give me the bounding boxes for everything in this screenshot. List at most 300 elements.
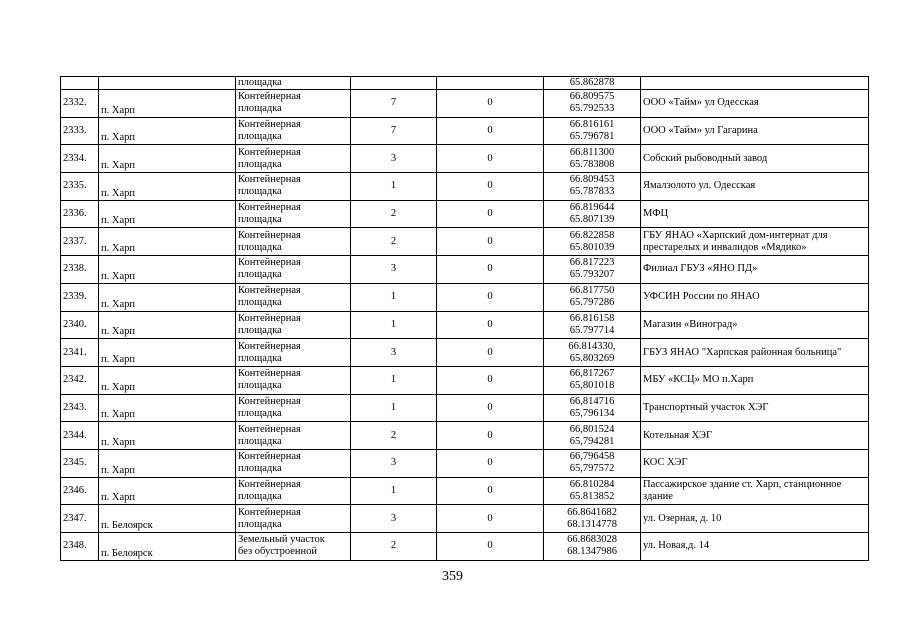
cell-place-text: п. Харп bbox=[101, 464, 135, 476]
cell-coord bbox=[544, 228, 641, 256]
cell-count bbox=[351, 449, 437, 477]
cell-num bbox=[61, 283, 99, 311]
cell-place-text: п. Харп bbox=[101, 298, 135, 310]
cell-type-text: Контейнерная bbox=[238, 506, 301, 518]
cell-zero-text: 0 bbox=[487, 291, 493, 303]
cell-place bbox=[99, 311, 236, 339]
cell-zero-text: 0 bbox=[487, 457, 493, 469]
cell-org-text: Пассажирское здание ст. Харп, станционное здание bbox=[643, 478, 842, 502]
cell-num-text: 2347. bbox=[63, 512, 87, 524]
cell-zero-text: 0 bbox=[487, 235, 493, 247]
cell-count bbox=[351, 366, 437, 394]
cell-place-text: п. Харп bbox=[101, 409, 135, 421]
cell-count bbox=[351, 173, 437, 201]
cell-place bbox=[99, 283, 236, 311]
cell-coord-text: 66.817223 bbox=[569, 257, 615, 269]
cell-count bbox=[351, 256, 437, 284]
cell-coord-text: 66.8641682 bbox=[567, 506, 617, 518]
cell-place bbox=[99, 394, 236, 422]
cell-coord-text: 66.819644 bbox=[569, 202, 615, 214]
cell-org bbox=[641, 90, 869, 118]
cell-place bbox=[99, 117, 236, 145]
cell-zero bbox=[437, 228, 544, 256]
cell-num bbox=[61, 228, 99, 256]
cell-zero-text: 0 bbox=[487, 346, 493, 358]
cell-count bbox=[351, 145, 437, 173]
cell-zero bbox=[437, 311, 544, 339]
cell-type bbox=[236, 422, 351, 450]
cell-coord bbox=[544, 533, 641, 561]
cell-num bbox=[61, 366, 99, 394]
cell-coord bbox=[544, 477, 641, 505]
cell-num-text: 2345. bbox=[63, 457, 87, 469]
table-row bbox=[61, 283, 869, 311]
cell-zero-text: 0 bbox=[487, 125, 493, 137]
table-row bbox=[61, 117, 869, 145]
cell-org-text: ГБУ ЯНАО «Харпский дом-интернат для престарелых и инвалидов «Мядико» bbox=[643, 229, 828, 253]
cell-place bbox=[99, 90, 236, 118]
cell-num bbox=[61, 77, 99, 90]
cell-coord-text: 65.797714 bbox=[569, 324, 615, 336]
cell-coord-text: 65,801018 bbox=[569, 380, 615, 392]
cell-type bbox=[236, 200, 351, 228]
cell-num bbox=[61, 533, 99, 561]
cell-type-text: Контейнерная bbox=[238, 229, 301, 241]
cell-coord-text: 66.809575 bbox=[569, 91, 615, 103]
cell-type bbox=[236, 394, 351, 422]
cell-coord bbox=[544, 256, 641, 284]
cell-type-text: Контейнерная bbox=[238, 423, 301, 435]
cell-count bbox=[351, 117, 437, 145]
cell-place-text: п. Харп bbox=[101, 160, 135, 172]
cell-count-text: 3 bbox=[390, 457, 397, 469]
cell-zero bbox=[437, 145, 544, 173]
cell-type-text: площадка bbox=[238, 324, 282, 336]
cell-org bbox=[641, 449, 869, 477]
cell-count bbox=[351, 533, 437, 561]
cell-count bbox=[351, 200, 437, 228]
cell-type-text: площадка bbox=[238, 297, 282, 309]
cell-count bbox=[351, 339, 437, 367]
cell-place-text: п. Белоярск bbox=[101, 520, 153, 531]
cell-num bbox=[61, 117, 99, 145]
cell-num bbox=[61, 339, 99, 367]
cell-org-text: УФСИН России по ЯНАО bbox=[643, 291, 760, 303]
cell-count-text: 1 bbox=[390, 318, 397, 330]
cell-zero-text: 0 bbox=[487, 263, 493, 275]
cell-zero-text: 0 bbox=[487, 374, 493, 386]
cell-coord bbox=[544, 283, 641, 311]
cell-coord-text: 66.822858 bbox=[569, 229, 615, 241]
table-row bbox=[61, 533, 869, 561]
cell-zero-text: 0 bbox=[487, 180, 493, 192]
cell-place-text: п. Харп bbox=[101, 132, 135, 144]
cell-org-text: Собский рыбоводный завод bbox=[643, 152, 768, 164]
cell-type-text: Контейнерная bbox=[238, 451, 301, 463]
cell-num bbox=[61, 477, 99, 505]
cell-coord-text: 66.8683028 bbox=[567, 534, 617, 546]
cell-zero bbox=[437, 533, 544, 561]
cell-org bbox=[641, 533, 869, 561]
cell-count-text: 2 bbox=[390, 540, 397, 552]
cell-type bbox=[236, 505, 351, 533]
cell-org bbox=[641, 311, 869, 339]
cell-coord-text: 65.797286 bbox=[569, 297, 615, 309]
cell-num bbox=[61, 311, 99, 339]
cell-num-text: 2340. bbox=[63, 318, 87, 330]
cell-num bbox=[61, 505, 99, 533]
cell-org-text: Котельная ХЭГ bbox=[643, 429, 713, 441]
cell-count-text: 7 bbox=[390, 125, 397, 137]
cell-coord-text: 66,796458 bbox=[569, 451, 615, 463]
cell-count bbox=[351, 311, 437, 339]
cell-num bbox=[61, 200, 99, 228]
cell-type-text: Контейнерная bbox=[238, 257, 301, 269]
cell-org-text: ООО «Тайм» ул Одесская bbox=[643, 97, 759, 109]
cell-place bbox=[99, 256, 236, 284]
cell-type: площадка bbox=[236, 77, 351, 90]
cell-org-text: ГБУЗ ЯНАО "Харпская районная больница" bbox=[643, 346, 842, 358]
cell-coord-text: 65.803269 bbox=[569, 352, 615, 364]
cell-coord bbox=[544, 339, 641, 367]
cell-zero bbox=[437, 283, 544, 311]
cell-zero bbox=[437, 173, 544, 201]
cell-num bbox=[61, 90, 99, 118]
cell-org bbox=[641, 173, 869, 201]
table-row bbox=[61, 339, 869, 367]
table-row bbox=[61, 422, 869, 450]
cell-place bbox=[99, 533, 236, 561]
cell-zero-text: 0 bbox=[487, 152, 493, 164]
cell-num bbox=[61, 449, 99, 477]
cell-type-text: площадка bbox=[238, 380, 282, 392]
cell-coord-text: 65.787833 bbox=[569, 186, 615, 198]
cell-count bbox=[351, 477, 437, 505]
cell-place bbox=[99, 200, 236, 228]
cell-type bbox=[236, 311, 351, 339]
table-row-continued bbox=[61, 77, 869, 90]
cell-coord bbox=[544, 394, 641, 422]
cell-type-text: Контейнерная bbox=[238, 119, 301, 131]
cell-place bbox=[99, 505, 236, 533]
table-row bbox=[61, 145, 869, 173]
cell-type-text: Земельный участок bbox=[238, 534, 325, 546]
cell-count-text: 3 bbox=[390, 346, 397, 358]
cell-coord-text: 68.1314778 bbox=[567, 518, 617, 530]
table-row bbox=[61, 394, 869, 422]
cell-type-text: площадка bbox=[238, 186, 282, 198]
cell-place-text: п. Харп bbox=[101, 270, 135, 282]
cell-count bbox=[351, 505, 437, 533]
data-table bbox=[60, 76, 869, 561]
cell-place bbox=[99, 77, 236, 90]
cell-zero bbox=[437, 477, 544, 505]
cell-type-text: Контейнерная bbox=[238, 340, 301, 352]
cell-type-text: Контейнерная bbox=[238, 478, 301, 490]
table-row bbox=[61, 477, 869, 505]
cell-type bbox=[236, 283, 351, 311]
cell-zero-text: 0 bbox=[487, 484, 493, 496]
cell-org-text: Магазин «Виноград» bbox=[643, 318, 738, 330]
cell-place-text: п. Харп bbox=[101, 243, 135, 255]
cell-place bbox=[99, 228, 236, 256]
cell-type bbox=[236, 173, 351, 201]
cell-coord-text: 66,801524 bbox=[569, 423, 615, 435]
table-row bbox=[61, 173, 869, 201]
cell-org bbox=[641, 394, 869, 422]
table-row bbox=[61, 366, 869, 394]
cell-type-text: Контейнерная bbox=[238, 312, 301, 324]
cell-num bbox=[61, 422, 99, 450]
cell-org bbox=[641, 256, 869, 284]
cell-count bbox=[351, 394, 437, 422]
cell-type bbox=[236, 477, 351, 505]
cell-type bbox=[236, 90, 351, 118]
cell-count bbox=[351, 77, 437, 90]
cell-type bbox=[236, 145, 351, 173]
cell-count-text: 1 bbox=[390, 180, 397, 192]
cell-place-text: п. Харп bbox=[101, 381, 135, 393]
cell-zero bbox=[437, 366, 544, 394]
cell-type-text: площадка bbox=[238, 407, 282, 419]
cell-org bbox=[641, 117, 869, 145]
cell-org-text: Транспортный участок ХЭГ bbox=[643, 401, 769, 413]
cell-org-text: МБУ «КСЦ» МО п.Харп bbox=[643, 374, 754, 386]
cell-zero bbox=[437, 394, 544, 422]
cell-zero bbox=[437, 339, 544, 367]
cell-count bbox=[351, 90, 437, 118]
cell-coord bbox=[544, 449, 641, 477]
cell-num bbox=[61, 394, 99, 422]
cell-org-text: ул. Озерная, д. 10 bbox=[643, 512, 722, 524]
cell-num bbox=[61, 173, 99, 201]
cell-place bbox=[99, 422, 236, 450]
cell-num-text: 2334. bbox=[63, 152, 87, 164]
cell-place-text: п. Харп bbox=[101, 492, 135, 504]
cell-type bbox=[236, 117, 351, 145]
cell-type-text: без обустроенной bbox=[238, 546, 317, 558]
cell-coord-text: 65.793207 bbox=[569, 269, 615, 281]
cell-coord-text: 65.801039 bbox=[569, 241, 615, 253]
cell-type bbox=[236, 533, 351, 561]
cell-zero bbox=[437, 200, 544, 228]
cell-count-text: 3 bbox=[390, 512, 397, 524]
cell-count-text: 3 bbox=[390, 152, 397, 164]
cell-type bbox=[236, 228, 351, 256]
cell-coord-text: 66.816161 bbox=[569, 119, 615, 131]
cell-count-text: 1 bbox=[390, 374, 397, 386]
cell-org-text: ул. Новая,д. 14 bbox=[643, 540, 710, 552]
cell-org-text: КОС ХЭГ bbox=[643, 457, 688, 469]
table-row bbox=[61, 449, 869, 477]
cell-type-text: Контейнерная bbox=[238, 285, 301, 297]
cell-coord-text: 65,796134 bbox=[569, 407, 615, 419]
cell-coord bbox=[544, 117, 641, 145]
cell-coord bbox=[544, 173, 641, 201]
cell-num-text: 2339. bbox=[63, 291, 87, 303]
cell-coord-text: 65.783808 bbox=[569, 158, 615, 170]
cell-type bbox=[236, 449, 351, 477]
cell-zero-text: 0 bbox=[487, 540, 493, 552]
cell-org bbox=[641, 228, 869, 256]
cell-place bbox=[99, 145, 236, 173]
cell-zero bbox=[437, 77, 544, 90]
cell-type-text: площадка bbox=[238, 518, 282, 530]
cell-num-text: 2336. bbox=[63, 208, 87, 220]
cell-coord-text: 65.807139 bbox=[569, 214, 615, 226]
cell-zero bbox=[437, 117, 544, 145]
cell-place-text: п. Харп bbox=[101, 353, 135, 365]
cell-type-text: Контейнерная bbox=[238, 368, 301, 380]
cell-coord-text: 66,817267 bbox=[569, 368, 615, 380]
table-body bbox=[61, 77, 869, 561]
cell-type-text: Контейнерная bbox=[238, 202, 301, 214]
cell-count bbox=[351, 422, 437, 450]
cell-zero bbox=[437, 90, 544, 118]
cell-org bbox=[641, 477, 869, 505]
cell-count-text: 1 bbox=[390, 401, 397, 413]
cell-type-text: площадка bbox=[238, 241, 282, 253]
cell-coord-text: 65,797572 bbox=[569, 463, 615, 475]
cell-type-text: Контейнерная bbox=[238, 91, 301, 103]
cell-count bbox=[351, 283, 437, 311]
cell-org-text: Филиал ГБУЗ «ЯНО ПД» bbox=[643, 263, 758, 275]
cell-org bbox=[641, 77, 869, 90]
cell-zero-text: 0 bbox=[487, 429, 493, 441]
cell-type bbox=[236, 256, 351, 284]
cell-coord-text: 66.817750 bbox=[569, 285, 615, 297]
cell-num-text: 2346. bbox=[63, 484, 87, 496]
cell-coord-text: 66,814716 bbox=[569, 395, 615, 407]
cell-coord bbox=[544, 145, 641, 173]
cell-num-text: 2343. bbox=[63, 401, 87, 413]
cell-place-text: п. Харп bbox=[101, 187, 135, 199]
cell-num-text: 2348. bbox=[63, 540, 87, 552]
cell-zero bbox=[437, 256, 544, 284]
cell-num-text: 2342. bbox=[63, 374, 87, 386]
cell-num-text: 2332. bbox=[63, 97, 87, 109]
table-row bbox=[61, 200, 869, 228]
cell-place bbox=[99, 366, 236, 394]
cell-type-text: площадка bbox=[238, 103, 282, 115]
cell-num-text: 2335. bbox=[63, 180, 87, 192]
cell-place bbox=[99, 339, 236, 367]
cell-count-text: 7 bbox=[390, 97, 397, 109]
cell-place bbox=[99, 477, 236, 505]
cell-zero bbox=[437, 449, 544, 477]
cell-count-text: 1 bbox=[390, 484, 397, 496]
cell-org bbox=[641, 422, 869, 450]
cell-coord bbox=[544, 505, 641, 533]
cell-count-text: 2 bbox=[390, 235, 397, 247]
table-row bbox=[61, 90, 869, 118]
cell-count-text: 2 bbox=[390, 208, 397, 220]
cell-org bbox=[641, 283, 869, 311]
cell-place bbox=[99, 449, 236, 477]
cell-place-text: п. Белоярск bbox=[101, 547, 153, 559]
cell-num-text: 2344. bbox=[63, 429, 87, 441]
cell-type-text: площадка bbox=[238, 131, 282, 143]
cell-count-text: 3 bbox=[390, 263, 397, 275]
cell-zero-text: 0 bbox=[487, 208, 493, 220]
cell-coord-text: 65,794281 bbox=[569, 435, 615, 447]
cell-coord-text: 66.810284 bbox=[569, 478, 615, 490]
cell-num-text: 2338. bbox=[63, 263, 87, 275]
cell-zero-text: 0 bbox=[487, 97, 493, 109]
cell-place-text: п. Харп bbox=[101, 215, 135, 227]
cell-type-text: площадка bbox=[238, 490, 282, 502]
cell-coord bbox=[544, 311, 641, 339]
cell-place-text: п. Харп bbox=[101, 436, 135, 448]
cell-num-text: 2333. bbox=[63, 125, 87, 137]
table-row bbox=[61, 505, 869, 533]
cell-org bbox=[641, 505, 869, 533]
cell-type-text: площадка bbox=[238, 214, 282, 226]
cell-place-text: п. Харп bbox=[101, 326, 135, 338]
table-row bbox=[61, 228, 869, 256]
cell-org bbox=[641, 145, 869, 173]
cell-coord bbox=[544, 366, 641, 394]
cell-count-text: 2 bbox=[390, 429, 397, 441]
cell-place bbox=[99, 173, 236, 201]
cell-coord: 65.862878 bbox=[544, 77, 641, 90]
cell-org bbox=[641, 339, 869, 367]
cell-coord bbox=[544, 90, 641, 118]
cell-coord-text: 65.813852 bbox=[569, 490, 615, 502]
cell-coord-text: 66.816158 bbox=[569, 312, 615, 324]
cell-type-text: площадка bbox=[238, 269, 282, 281]
cell-zero bbox=[437, 422, 544, 450]
cell-coord bbox=[544, 422, 641, 450]
cell-num bbox=[61, 145, 99, 173]
cell-type-text: Контейнерная bbox=[238, 146, 301, 158]
cell-coord-text: 66.811300 bbox=[569, 146, 615, 158]
cell-type bbox=[236, 339, 351, 367]
cell-coord-text: 66.814330, bbox=[568, 340, 616, 352]
cell-coord-text: 65.792533 bbox=[569, 103, 615, 115]
cell-coord bbox=[544, 200, 641, 228]
cell-num-text: 2337. bbox=[63, 235, 87, 247]
table-row bbox=[61, 311, 869, 339]
cell-org-text: ООО «Тайм» ул Гагарина bbox=[643, 125, 758, 137]
cell-zero bbox=[437, 505, 544, 533]
cell-org bbox=[641, 366, 869, 394]
cell-type-text: площадка bbox=[238, 158, 282, 170]
cell-type-text: Контейнерная bbox=[238, 174, 301, 186]
cell-coord-text: 65.796781 bbox=[569, 131, 615, 143]
cell-org-text: Ямалзолото ул. Одесская bbox=[643, 180, 756, 192]
cell-type-text: площадка bbox=[238, 435, 282, 447]
cell-num bbox=[61, 256, 99, 284]
cell-place-text: п. Харп bbox=[101, 104, 135, 116]
cell-org bbox=[641, 200, 869, 228]
cell-zero-text: 0 bbox=[487, 401, 493, 413]
cell-coord-text: 66.809453 bbox=[569, 174, 615, 186]
cell-zero-text: 0 bbox=[487, 318, 493, 330]
table-row bbox=[61, 256, 869, 284]
cell-num-text: 2341. bbox=[63, 346, 87, 358]
page-number: 359 bbox=[442, 569, 463, 584]
cell-type bbox=[236, 366, 351, 394]
cell-count-text: 1 bbox=[390, 291, 397, 303]
cell-type-text: Контейнерная bbox=[238, 395, 301, 407]
cell-org-text: МФЦ bbox=[643, 208, 669, 220]
cell-type-text: площадка bbox=[238, 463, 282, 475]
cell-zero-text: 0 bbox=[487, 512, 493, 524]
cell-count bbox=[351, 228, 437, 256]
cell-type-text: площадка bbox=[238, 352, 282, 364]
cell-coord-text: 68.1347986 bbox=[567, 546, 617, 558]
